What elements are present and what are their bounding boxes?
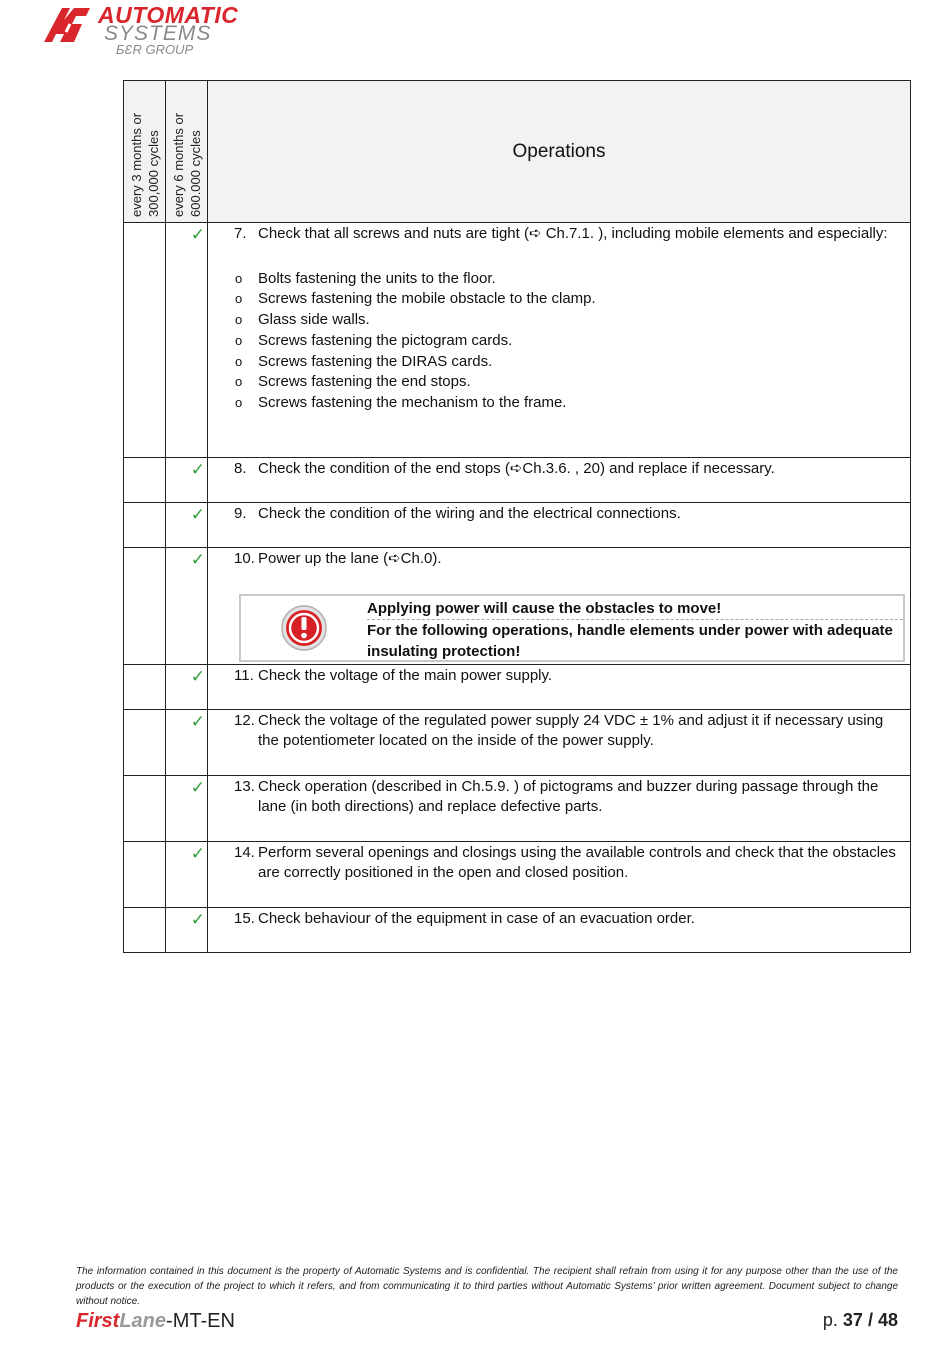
step-number: 11. [234, 666, 254, 684]
document-id [76, 1310, 235, 1333]
header-6-months-label: every 6 months or 600.000 cycles [171, 112, 203, 217]
bullet-icon: o [235, 332, 243, 348]
page-total: 48 [877, 1310, 898, 1330]
check-icon: ✓ [190, 711, 205, 731]
step-text: Check the condition of the end stops (➪Ch.3.6. , 20) and replace if necessary. [258, 460, 775, 477]
bullet-list [234, 269, 902, 414]
list-item: Screws fastening the mobile obstacle to the clamp. [258, 290, 596, 308]
bullet-icon: o [235, 291, 243, 307]
step-text: Power up the lane (➪Ch.0). [258, 550, 442, 567]
operations-header: Operations [208, 81, 911, 223]
as-logo-mark-icon [40, 4, 100, 44]
company-logo [40, 2, 240, 58]
table-row [124, 223, 911, 458]
list-item: Bolts fastening the units to the floor. [258, 269, 496, 287]
check-icon: ✓ [190, 777, 205, 797]
header-3-months [124, 81, 166, 223]
step-number: 12. [234, 711, 255, 729]
check-icon: ✓ [190, 505, 205, 524]
page-separator: / [862, 1310, 878, 1330]
table-header-row [124, 81, 911, 223]
warning-box [239, 594, 905, 662]
list-item: Glass side walls. [258, 311, 370, 329]
maintenance-table [123, 80, 911, 953]
doc-id-first: First [76, 1310, 120, 1332]
step-number: 15. [234, 909, 255, 927]
page-number [823, 1310, 898, 1331]
check-icon: ✓ [190, 843, 205, 863]
list-item: Screws fastening the mechanism to the frame. [258, 393, 567, 411]
warning-exclamation-icon [280, 604, 328, 652]
table-row [124, 709, 911, 775]
table-row [124, 841, 911, 907]
logo-text-group: ƂƐR GROUP [116, 42, 194, 57]
step-text: Check operation (described in Ch.5.9. ) of pictograms and buzzer during passage through the lane (in both directions) and replace defective parts. [258, 777, 879, 816]
step-text: Check the voltage of the main power supply. [258, 666, 553, 684]
check-icon: ✓ [190, 666, 205, 686]
table-row [124, 458, 911, 503]
step-number: 14. [234, 843, 255, 861]
table-row [124, 664, 911, 709]
table-row [124, 548, 911, 665]
table-row [124, 907, 911, 952]
bullet-icon: o [235, 353, 243, 369]
page-prefix: p. [822, 1310, 843, 1330]
step-number: 7. [234, 225, 247, 242]
bullet-icon: o [235, 394, 243, 410]
warning-line-1: Applying power will cause the obstacles to move! [367, 598, 903, 620]
list-item: Screws fastening the end stops. [258, 373, 471, 391]
bullet-icon: o [235, 270, 243, 286]
logo-text-systems: SYSTEMS [104, 22, 212, 45]
step-text: Check that all screws and nuts are tight (➪ Ch.7.1. ), including mobile elements and especially: [258, 225, 888, 242]
warning-line-2: For the following operations, handle elements under power with adequate insulating protection! [367, 621, 893, 660]
step-number: 13. [234, 777, 255, 795]
step-number: 10. [234, 550, 255, 567]
step-text: Check the voltage of the regulated power supply 24 VDC ± 1% and adjust it if necessary using the potentiometer located on the inside of the power supply. [258, 711, 884, 750]
confidentiality-note: The information contained in this document is the property of Automatic Systems and is confidential. The recipient shall refrain from using it for any purpose other than the use of the products or the execution of the project to which it refers, and from communicating it to third parties without Automatic Systems’ prior written agreement. Document subject to change without notice. [76, 1266, 898, 1307]
list-item: Screws fastening the pictogram cards. [258, 331, 513, 349]
bullet-icon: o [235, 374, 243, 390]
check-icon: ✓ [190, 460, 205, 479]
page-current: 37 [842, 1310, 863, 1330]
step-text: Perform several openings and closings using the available controls and check that the obstacles are correctly positioned in the open and closed position. [258, 843, 896, 882]
step-text: Check behaviour of the equipment in case of an evacuation order. [258, 909, 695, 927]
bullet-icon: o [235, 312, 243, 328]
step-number: 9. [234, 505, 247, 522]
list-item: Screws fastening the DIRAS cards. [258, 352, 493, 370]
doc-id-suffix: -MT-EN [166, 1310, 235, 1332]
step-text: Check the condition of the wiring and the electrical connections. [258, 505, 681, 522]
table-row [124, 503, 911, 548]
step-number: 8. [234, 460, 247, 477]
doc-id-lane: Lane [119, 1310, 167, 1332]
table-row [124, 775, 911, 841]
header-3-months-label: every 3 months or 300,000 cycles [129, 112, 161, 217]
check-icon: ✓ [190, 550, 205, 569]
logo-text-automatic: AUTOMATIC [98, 2, 239, 28]
header-6-months [166, 81, 208, 223]
check-icon: ✓ [190, 225, 205, 244]
check-icon: ✓ [190, 909, 205, 929]
